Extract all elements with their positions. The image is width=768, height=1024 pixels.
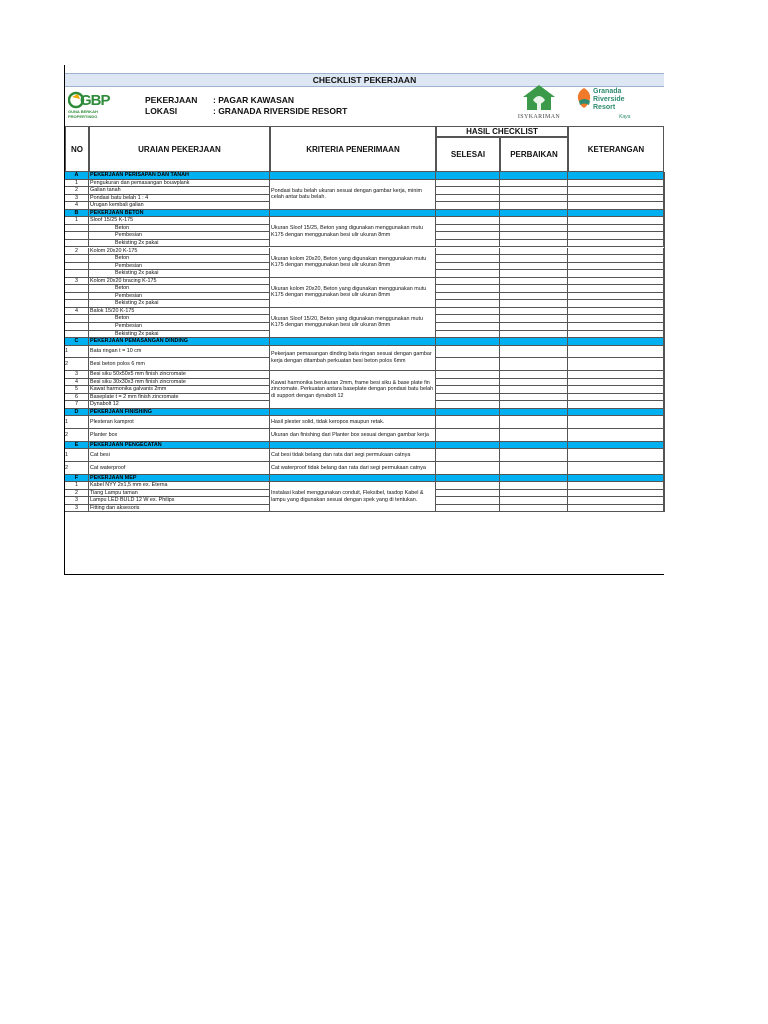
row-keterangan-cell — [568, 475, 664, 482]
row-uraian: Kawat harmonika galvanis 2mm — [89, 386, 270, 393]
row-selesai-cell — [436, 270, 500, 277]
row-keterangan-cell — [568, 429, 664, 441]
row-selesai-cell — [436, 263, 500, 270]
kriteria-text — [270, 462, 436, 475]
row-selesai-cell — [436, 323, 500, 330]
row-perbaikan-cell — [500, 202, 568, 209]
row-uraian: PEKERJAAN BETON — [89, 210, 270, 217]
row-keterangan-cell — [568, 416, 664, 428]
row-kriteria-cell — [270, 210, 436, 217]
row-perbaikan-cell — [500, 358, 568, 370]
row-uraian: Pengukuran dan pemasangan bouwplank — [89, 180, 270, 187]
row-kriteria-cell — [270, 475, 436, 482]
row-selesai-cell — [436, 202, 500, 209]
row-selesai-cell — [436, 358, 500, 370]
kriteria-text-content: Cat besi tidak belang dan rata dari segi permukaan catnya — [271, 451, 411, 458]
row-selesai-cell — [436, 409, 500, 416]
row-keterangan-cell — [568, 202, 664, 209]
row-perbaikan-cell — [500, 429, 568, 441]
kriteria-text — [270, 180, 436, 210]
header-hasil: HASIL CHECKLIST — [436, 126, 568, 137]
row-keterangan-cell — [568, 346, 664, 358]
row-perbaikan-cell — [500, 293, 568, 300]
row-keterangan-cell — [568, 505, 664, 512]
row-uraian: PEKERJAAN PENGECATAN — [89, 442, 270, 449]
row-selesai-cell — [436, 401, 500, 408]
row-selesai-cell — [436, 232, 500, 239]
row-perbaikan-cell — [500, 331, 568, 338]
row-selesai-cell — [436, 490, 500, 497]
row-perbaikan-cell — [500, 232, 568, 239]
row-perbaikan-cell — [500, 217, 568, 224]
kriteria-text-content: Ukuran dan finishing dari Planter box sesuai dengan gambar kerja — [271, 431, 429, 438]
header-perbaikan: PERBAIKAN — [500, 137, 568, 172]
row-keterangan-cell — [568, 497, 664, 504]
row-uraian: Pembesian — [89, 263, 270, 270]
row-perbaikan-cell — [500, 240, 568, 247]
row-perbaikan-cell — [500, 270, 568, 277]
row-keterangan-cell — [568, 263, 664, 270]
row-number: 2 — [65, 248, 89, 255]
row-selesai-cell — [436, 416, 500, 428]
row-number: 1 — [65, 449, 89, 461]
row-uraian: Dynabolt 12 — [89, 401, 270, 408]
row-uraian: Pembesian — [89, 293, 270, 300]
row-uraian: Pembesian — [89, 323, 270, 330]
house-leaf-icon — [511, 82, 567, 114]
row-uraian: Bekisting 2x pakai — [89, 270, 270, 277]
row-number: 2 — [65, 187, 89, 194]
row-number — [65, 225, 89, 232]
granada-logo — [575, 87, 655, 123]
row-perbaikan-cell — [500, 379, 568, 386]
row-selesai-cell — [436, 371, 500, 378]
row-uraian: Baseplate t = 2 mm finish zincromate — [89, 394, 270, 401]
row-perbaikan-cell — [500, 416, 568, 428]
row-kriteria-cell — [270, 442, 436, 449]
row-kriteria-cell — [270, 172, 436, 179]
row-perbaikan-cell — [500, 285, 568, 292]
row-perbaikan-cell — [500, 346, 568, 358]
pekerjaan-label: PEKERJAAN — [145, 95, 198, 105]
row-keterangan-cell — [568, 180, 664, 187]
row-keterangan-cell — [568, 331, 664, 338]
granada-line2: Riverside — [593, 96, 625, 103]
row-selesai-cell — [436, 285, 500, 292]
row-keterangan-cell — [568, 240, 664, 247]
row-perbaikan-cell — [500, 401, 568, 408]
row-selesai-cell — [436, 379, 500, 386]
row-perbaikan-cell — [500, 449, 568, 461]
row-uraian: Beton — [89, 255, 270, 262]
row-keterangan-cell — [568, 255, 664, 262]
row-keterangan-cell — [568, 225, 664, 232]
row-number: 3 — [65, 278, 89, 285]
isykariman-text: ISYKARIMAN — [517, 114, 561, 120]
row-selesai-cell — [436, 217, 500, 224]
row-perbaikan-cell — [500, 195, 568, 202]
row-number — [65, 300, 89, 307]
row-uraian: Beton — [89, 315, 270, 322]
row-uraian: Kolom 20x20 K-175 — [89, 248, 270, 255]
row-perbaikan-cell — [500, 462, 568, 474]
kriteria-text — [270, 429, 436, 442]
row-number: 3 — [65, 505, 89, 512]
section-row — [65, 338, 665, 346]
row-uraian: PEKERJAAN MEP — [89, 475, 270, 482]
checklist-sheet — [64, 65, 664, 575]
row-uraian: Kolom 20x20 bracing K-175 — [89, 278, 270, 285]
lokasi-label: LOKASI — [145, 106, 178, 116]
row-number: 3 — [65, 371, 89, 378]
row-number: 7 — [65, 401, 89, 408]
row-perbaikan-cell — [500, 482, 568, 489]
row-perbaikan-cell — [500, 255, 568, 262]
row-uraian: Pondasi batu belah 1 : 4 — [89, 195, 270, 202]
row-uraian: Besi beton polos 6 mm — [89, 358, 270, 370]
row-selesai-cell — [436, 278, 500, 285]
row-number: 2 — [65, 429, 89, 441]
section-row — [65, 210, 665, 218]
row-uraian: Bekisting 2x pakai — [89, 300, 270, 307]
row-keterangan-cell — [568, 248, 664, 255]
row-keterangan-cell — [568, 172, 664, 179]
row-keterangan-cell — [568, 358, 664, 370]
row-keterangan-cell — [568, 338, 664, 345]
table-right-border — [664, 172, 665, 512]
kriteria-text — [270, 371, 436, 409]
row-keterangan-cell — [568, 462, 664, 474]
row-keterangan-cell — [568, 442, 664, 449]
row-keterangan-cell — [568, 300, 664, 307]
gbp-line1: GUNA BERKAH — [68, 109, 98, 114]
granada-signature: Kaya — [619, 114, 631, 120]
row-selesai-cell — [436, 429, 500, 441]
granada-line1: Granada — [593, 88, 622, 95]
row-perbaikan-cell — [500, 315, 568, 322]
header-keterangan: KETERANGAN — [568, 126, 664, 172]
row-perbaikan-cell — [500, 338, 568, 345]
row-selesai-cell — [436, 210, 500, 217]
row-perbaikan-cell — [500, 278, 568, 285]
kriteria-text-content: Ukuran kolom 20x20, Beton yang digunakan menggunakan mutu K175 dengan menggunakan besi ulir ukuran 8mm — [271, 255, 427, 269]
gbp-mark-text: GBP — [80, 92, 110, 109]
row-selesai-cell — [436, 338, 500, 345]
row-uraian: Cat besi — [89, 449, 270, 461]
row-number: 1 — [65, 482, 89, 489]
row-uraian: Galian tanah — [89, 187, 270, 194]
row-selesai-cell — [436, 300, 500, 307]
row-number: 1 — [65, 416, 89, 428]
row-perbaikan-cell — [500, 323, 568, 330]
row-perbaikan-cell — [500, 225, 568, 232]
row-uraian: Beton — [89, 285, 270, 292]
row-selesai-cell — [436, 225, 500, 232]
row-number — [65, 285, 89, 292]
row-uraian: Plesteran kamprot — [89, 416, 270, 428]
row-perbaikan-cell — [500, 475, 568, 482]
kriteria-text — [270, 482, 436, 512]
row-selesai-cell — [436, 255, 500, 262]
pekerjaan-value: : PAGAR KAWASAN — [213, 95, 295, 105]
row-number: 4 — [65, 308, 89, 315]
row-number: 4 — [65, 202, 89, 209]
row-keterangan-cell — [568, 401, 664, 408]
row-selesai-cell — [436, 482, 500, 489]
row-uraian: Bata ringan t = 10 cm — [89, 346, 270, 358]
kriteria-text-content: Pondasi batu belah ukuran sesuai dengan gambar kerja, minim celah antar batu belah. — [271, 187, 423, 201]
header-uraian: URAIAN PEKERJAAN — [89, 126, 270, 172]
row-selesai-cell — [436, 293, 500, 300]
kriteria-text-content: Ukuran Sloof 15/20, Beton yang digunakan menggunakan mutu K175 dengan menggunakan besi ulir ukuran 8mm — [271, 316, 423, 329]
row-perbaikan-cell — [500, 263, 568, 270]
kriteria-text — [270, 278, 436, 308]
row-number — [65, 323, 89, 330]
row-number: 1 — [65, 217, 89, 224]
row-keterangan-cell — [568, 293, 664, 300]
row-keterangan-cell — [568, 315, 664, 322]
section-row — [65, 409, 665, 417]
row-kriteria-cell — [270, 409, 436, 416]
row-uraian: Bekisting 2x pakai — [89, 331, 270, 338]
lokasi-value: : GRANADA RIVERSIDE RESORT — [213, 106, 348, 116]
row-perbaikan-cell — [500, 248, 568, 255]
row-number: B — [65, 210, 89, 217]
row-number — [65, 293, 89, 300]
row-perbaikan-cell — [500, 172, 568, 179]
row-perbaikan-cell — [500, 394, 568, 401]
kriteria-text — [270, 217, 436, 247]
row-keterangan-cell — [568, 323, 664, 330]
row-uraian: PEKERJAAN FINISHING — [89, 409, 270, 416]
row-selesai-cell — [436, 195, 500, 202]
row-selesai-cell — [436, 180, 500, 187]
section-row — [65, 172, 665, 180]
row-number — [65, 331, 89, 338]
row-perbaikan-cell — [500, 442, 568, 449]
row-number: 5 — [65, 386, 89, 393]
row-number — [65, 270, 89, 277]
sheet-title: CHECKLIST PEKERJAAN — [65, 73, 664, 87]
row-number: D — [65, 409, 89, 416]
row-number — [65, 232, 89, 239]
row-uraian: Lampu LED BULD 12 W ex. Philips — [89, 497, 270, 504]
row-selesai-cell — [436, 386, 500, 393]
row-keterangan-cell — [568, 195, 664, 202]
kriteria-text-content: Pekerjaan pemasangan dinding bata ringan sesuai dengan gambar kerja dengan ditambah perkuatan besi beton polos 6mm — [271, 351, 432, 364]
row-uraian: Besi siku 30x30x3 mm finish zincromate — [89, 379, 270, 386]
row-selesai-cell — [436, 240, 500, 247]
row-keterangan-cell — [568, 490, 664, 497]
row-selesai-cell — [436, 308, 500, 315]
row-selesai-cell — [436, 497, 500, 504]
row-selesai-cell — [436, 315, 500, 322]
row-number — [65, 315, 89, 322]
row-uraian: Balok 15/20 K-175 — [89, 308, 270, 315]
row-selesai-cell — [436, 248, 500, 255]
row-number — [65, 240, 89, 247]
kriteria-text — [270, 449, 436, 462]
row-selesai-cell — [436, 442, 500, 449]
row-keterangan-cell — [568, 482, 664, 489]
row-perbaikan-cell — [500, 490, 568, 497]
row-selesai-cell — [436, 449, 500, 461]
granada-line3: Resort — [593, 104, 616, 111]
row-perbaikan-cell — [500, 210, 568, 217]
gbp-logo — [68, 91, 114, 125]
row-perbaikan-cell — [500, 300, 568, 307]
row-selesai-cell — [436, 394, 500, 401]
row-uraian: PEKERJAAN PEMASANGAN DINDING — [89, 338, 270, 345]
header-selesai: SELESAI — [436, 137, 500, 172]
row-keterangan-cell — [568, 308, 664, 315]
row-keterangan-cell — [568, 210, 664, 217]
row-selesai-cell — [436, 462, 500, 474]
kriteria-text — [270, 248, 436, 278]
kriteria-text — [270, 308, 436, 338]
row-keterangan-cell — [568, 270, 664, 277]
row-selesai-cell — [436, 475, 500, 482]
kriteria-text — [270, 416, 436, 429]
row-number: E — [65, 442, 89, 449]
row-perbaikan-cell — [500, 386, 568, 393]
row-keterangan-cell — [568, 394, 664, 401]
row-uraian: PEKERJAAN PERISAPAN DAN TANAH — [89, 172, 270, 179]
row-selesai-cell — [436, 172, 500, 179]
row-keterangan-cell — [568, 232, 664, 239]
row-number — [65, 255, 89, 262]
row-number: 2 — [65, 358, 89, 370]
kriteria-text-content: Instalasi kabel menggunakan conduit, Fleksibel, tasdop Kabel & lampu yang digunakan sesuai dengan spek yang di tentukan. — [271, 490, 424, 503]
row-selesai-cell — [436, 331, 500, 338]
row-perbaikan-cell — [500, 497, 568, 504]
row-perbaikan-cell — [500, 409, 568, 416]
row-number: 2 — [65, 462, 89, 474]
row-kriteria-cell — [270, 338, 436, 345]
row-keterangan-cell — [568, 187, 664, 194]
row-perbaikan-cell — [500, 371, 568, 378]
row-number: 1 — [65, 180, 89, 187]
row-perbaikan-cell — [500, 187, 568, 194]
row-selesai-cell — [436, 505, 500, 512]
kriteria-text-content: Kawat harmonika berukuran 2mm, frame besi siku & base plate fin zincromate. Perkuatan antara baseplate dengan pondasi batu belah di support dengan dynabolt 12 — [271, 379, 434, 399]
row-number: 6 — [65, 394, 89, 401]
row-selesai-cell — [436, 187, 500, 194]
row-uraian: Sloof 15/25 K-175 — [89, 217, 270, 224]
row-uraian: Beton — [89, 225, 270, 232]
row-uraian: Planter box — [89, 429, 270, 441]
row-uraian: Cat waterproof — [89, 462, 270, 474]
section-row — [65, 442, 665, 450]
row-number: C — [65, 338, 89, 345]
row-uraian: Urugan kembali galian — [89, 202, 270, 209]
kriteria-text-content: Ukuran Sloof 15/25, Beton yang digunakan menggunakan mutu K175 dengan menggunakan besi ulir ukuran 8mm — [271, 225, 423, 238]
row-number: 4 — [65, 379, 89, 386]
row-uraian: Bekisting 2x pakai — [89, 240, 270, 247]
row-perbaikan-cell — [500, 308, 568, 315]
isykariman-logo — [511, 82, 567, 124]
header-kriteria: KRITERIA PENERIMAAN — [270, 126, 436, 172]
row-number: F — [65, 475, 89, 482]
row-keterangan-cell — [568, 278, 664, 285]
row-uraian: Fitting dan aksesoris — [89, 505, 270, 512]
row-number: 3 — [65, 497, 89, 504]
row-keterangan-cell — [568, 379, 664, 386]
row-number: 3 — [65, 195, 89, 202]
row-keterangan-cell — [568, 386, 664, 393]
kriteria-text — [270, 346, 436, 371]
gbp-line2: PROPERTINDO — [68, 114, 98, 119]
row-uraian: Kabel NYY 2x1,5 mm ex. Eterna — [89, 482, 270, 489]
kriteria-text-content: Hasil plester solid, tidak keropos maupun retak. — [271, 418, 385, 425]
row-number: 1 — [65, 346, 89, 358]
header-no: NO — [65, 126, 89, 172]
row-keterangan-cell — [568, 285, 664, 292]
kriteria-text-content: Ukuran kolom 20x20, Beton yang digunakan menggunakan mutu K175 dengan menggunakan besi ulir ukuran 8mm — [271, 285, 427, 299]
row-keterangan-cell — [568, 449, 664, 461]
row-perbaikan-cell — [500, 505, 568, 512]
section-row — [65, 475, 665, 483]
row-keterangan-cell — [568, 217, 664, 224]
kriteria-text-content: Cat waterproof tidak belang dan rata dari segi permukaan catnya — [271, 464, 426, 471]
row-perbaikan-cell — [500, 180, 568, 187]
row-selesai-cell — [436, 346, 500, 358]
row-keterangan-cell — [568, 409, 664, 416]
row-uraian: Besi siku 50x50x5 mm finish zincromate — [89, 371, 270, 378]
row-keterangan-cell — [568, 371, 664, 378]
row-uraian: Pembesian — [89, 232, 270, 239]
row-number: A — [65, 172, 89, 179]
row-uraian: Tiang Lampu taman — [89, 490, 270, 497]
row-number — [65, 263, 89, 270]
row-number: 2 — [65, 490, 89, 497]
granada-emblem-icon — [575, 87, 593, 109]
